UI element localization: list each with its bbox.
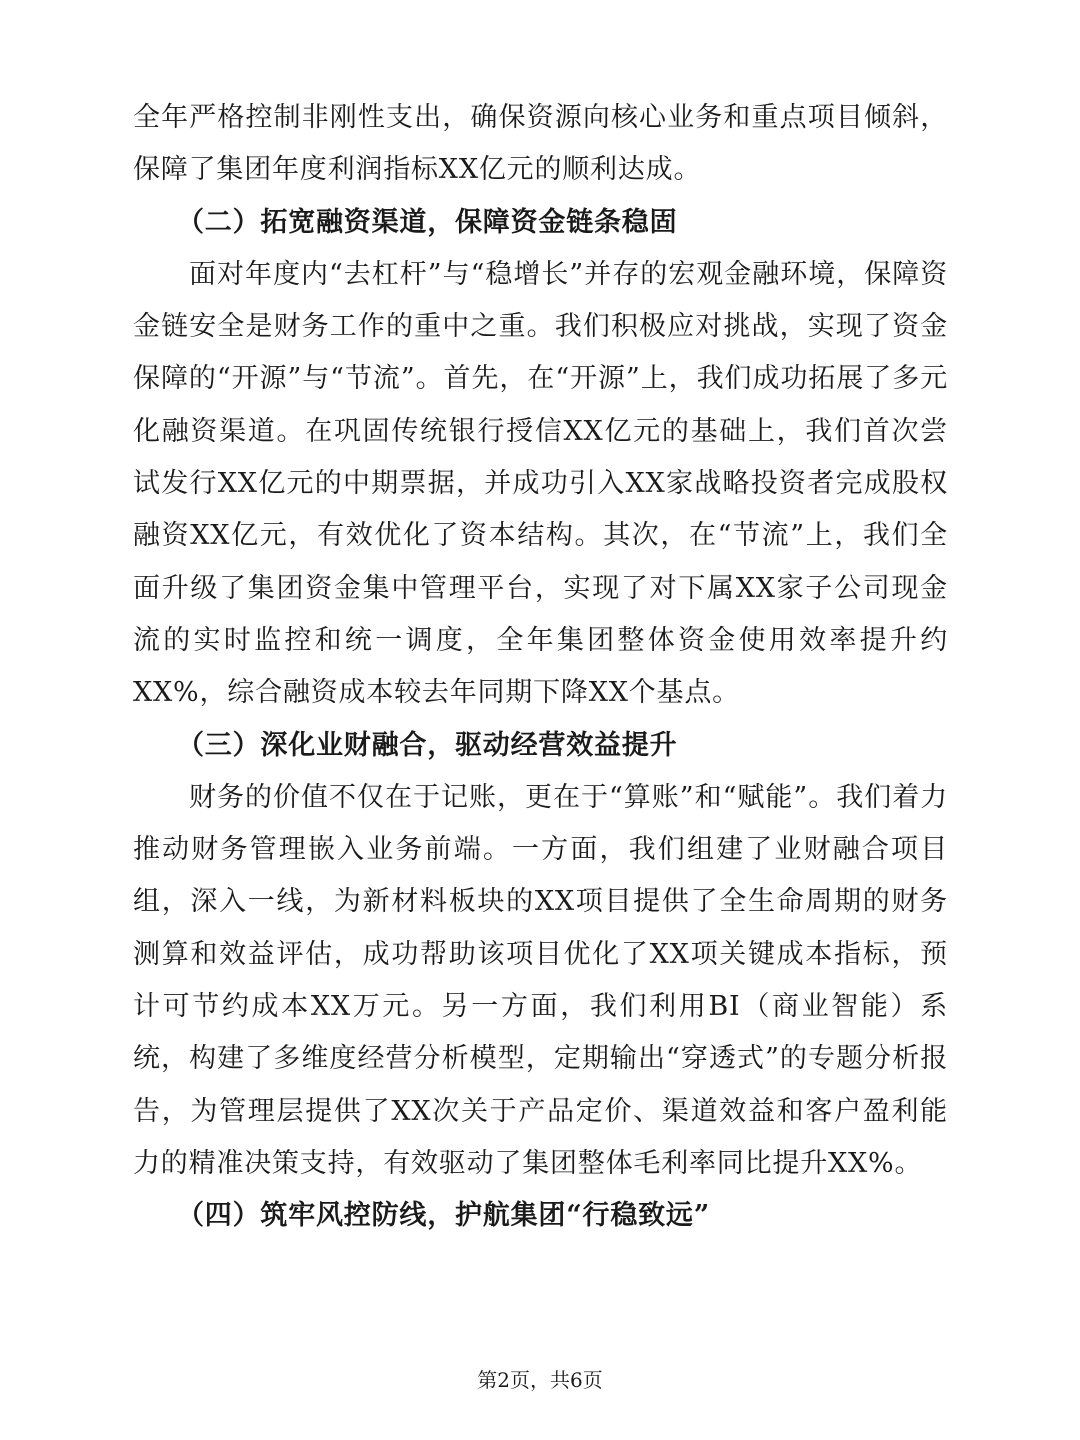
page-number-footer: 第2页，共6页 [477,1368,603,1392]
section-heading-business-finance: （三）深化业财融合，驱动经营效益提升 [177,729,678,761]
paragraph-financing: 面对年度内“去杠杆”与“稳增长”并存的宏观金融环境，保障资金链安全是财务工作的重中之重。我们积极应对挑战，实现了资金保障的“开源”与“节流”。首先，在“开源”上，我们成功拓展了多元化融资渠道。在巩固传统银行授信XX亿元的基础上，我们首次尝试发行XX亿元的中期票据，并成功引入XX家战略投资者完成股权融资XX亿元，有效优化了资本结构。其次，在“节流”上，我们全面升级了集团资金集中管理平台，实现了对下属XX家子公司现金流的实时监控和统一调度，全年集团整体资金使用效率提升约XX%，综合融资成本较去年同期下降XX个基点。 [133,258,948,709]
document-body [133,92,948,1243]
section-heading-financing: （二）拓宽融资渠道，保障资金链条稳固 [177,206,678,238]
paragraph-cost-control-end: 全年严格控制非刚性支出，确保资源向核心业务和重点项目倾斜，保障了集团年度利润指标XX亿元的顺利达成。 [133,102,948,186]
paragraph-business-finance: 财务的价值不仅在于记账，更在于“算账”和“赋能”。我们着力推动财务管理嵌入业务前端。一方面，我们组建了业财融合项目组，深入一线，为新材料板块的XX项目提供了全生命周期的财务测算和效益评估，成功帮助该项目优化了XX项关键成本指标，预计可节约成本XX万元。另一方面，我们利用BI（商业智能）系统，构建了多维度经营分析模型，定期输出“穿透式”的专题分析报告，为管理层提供了XX次关于产品定价、渠道效益和客户盈利能力的精准决策支持，有效驱动了集团整体毛利率同比提升XX%。 [133,781,948,1179]
section-heading-risk-control: （四）筑牢风控防线，护航集团“行稳致远” [177,1200,711,1232]
